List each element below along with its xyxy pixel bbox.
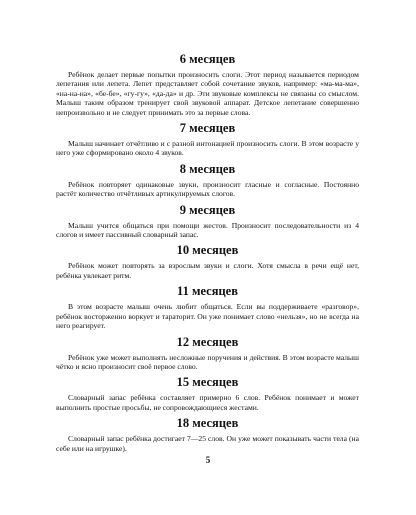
section-heading: 11 месяцев <box>177 284 238 299</box>
section-9-months <box>56 203 359 240</box>
section-heading: 15 месяцев <box>176 375 239 390</box>
section-text: Словарный запас ребёнка достигает 7—25 слов. Он уже может показывать части тела (на себе или на игрушке). <box>56 434 359 453</box>
section-12-months <box>56 335 359 372</box>
section-heading: 9 месяцев <box>179 202 236 217</box>
section-6-months <box>56 52 359 117</box>
section-text: Малыш учится общаться при помощи жестов. Произносит последовательности из 4 слогов и имеет пассивный словарный запас. <box>56 220 359 240</box>
section-heading: 7 месяцев <box>179 121 236 136</box>
section-heading: 18 месяцев <box>176 416 239 431</box>
section-text: Ребёнок повторяет одинаковые звуки, произносит гласные и согласные. Постоянно растёт количество отчётливых артикулируемых слогов. <box>56 179 359 199</box>
section-11-months <box>56 284 359 330</box>
section-heading: 12 месяцев <box>176 334 239 349</box>
section-15-months <box>56 375 359 412</box>
section-text: Ребёнок может повторять за взрослым звуки и слоги. Хотя смысла в речи ещё нет, ребёнка увлекает ритм. <box>56 261 359 280</box>
section-18-months <box>56 416 359 453</box>
page-number: 5 <box>205 455 211 465</box>
section-text: В этом возрасте малыш очень любит общаться. Если вы поддерживаете «разговор», ребёнок восторженно воркует и тараторит. Он уже понимает слово «нельзя», но не всегда на него реагирует. <box>56 302 359 331</box>
section-text: Ребёнок делает первые попытки произносить слоги. Этот период называется периодом лепетания или лепета. Лепет представляет собой сочетание звуков, например: «ма-ма-ма», «на-на-на», «бе-бе», «гу-гу», «да-да» и др. Эти звуковые комплексы не связаны со смыслом. Малыш таким образом тренирует свой звуковой аппарат. Детское лепетание совершенно непроизвольно и не следует принимать это за первые слова. <box>56 70 359 117</box>
section-heading: 10 месяцев <box>176 243 239 258</box>
section-10-months <box>56 243 359 280</box>
section-text: Ребёнок уже может выполнять несложные поручения и действия. В этом возрасте малыш чётко и ясно произносит своё первое слово. <box>56 352 359 371</box>
section-heading: 6 месяцев <box>179 52 236 66</box>
section-text: Словарный запас ребёнка составляет примерно 6 слов. Ребёнок понимает и может выполнить простые просьбы, не сопровождающиеся жестами. <box>56 393 359 412</box>
section-text: Малыш начинает отчётливо и с разной интонацией произносить слоги. В этом возрасте у него уже сформировано около 4 звуков. <box>56 139 359 158</box>
page-content <box>56 48 359 453</box>
section-8-months <box>56 162 359 199</box>
section-7-months <box>56 121 359 158</box>
section-heading: 8 месяцев <box>179 161 236 176</box>
